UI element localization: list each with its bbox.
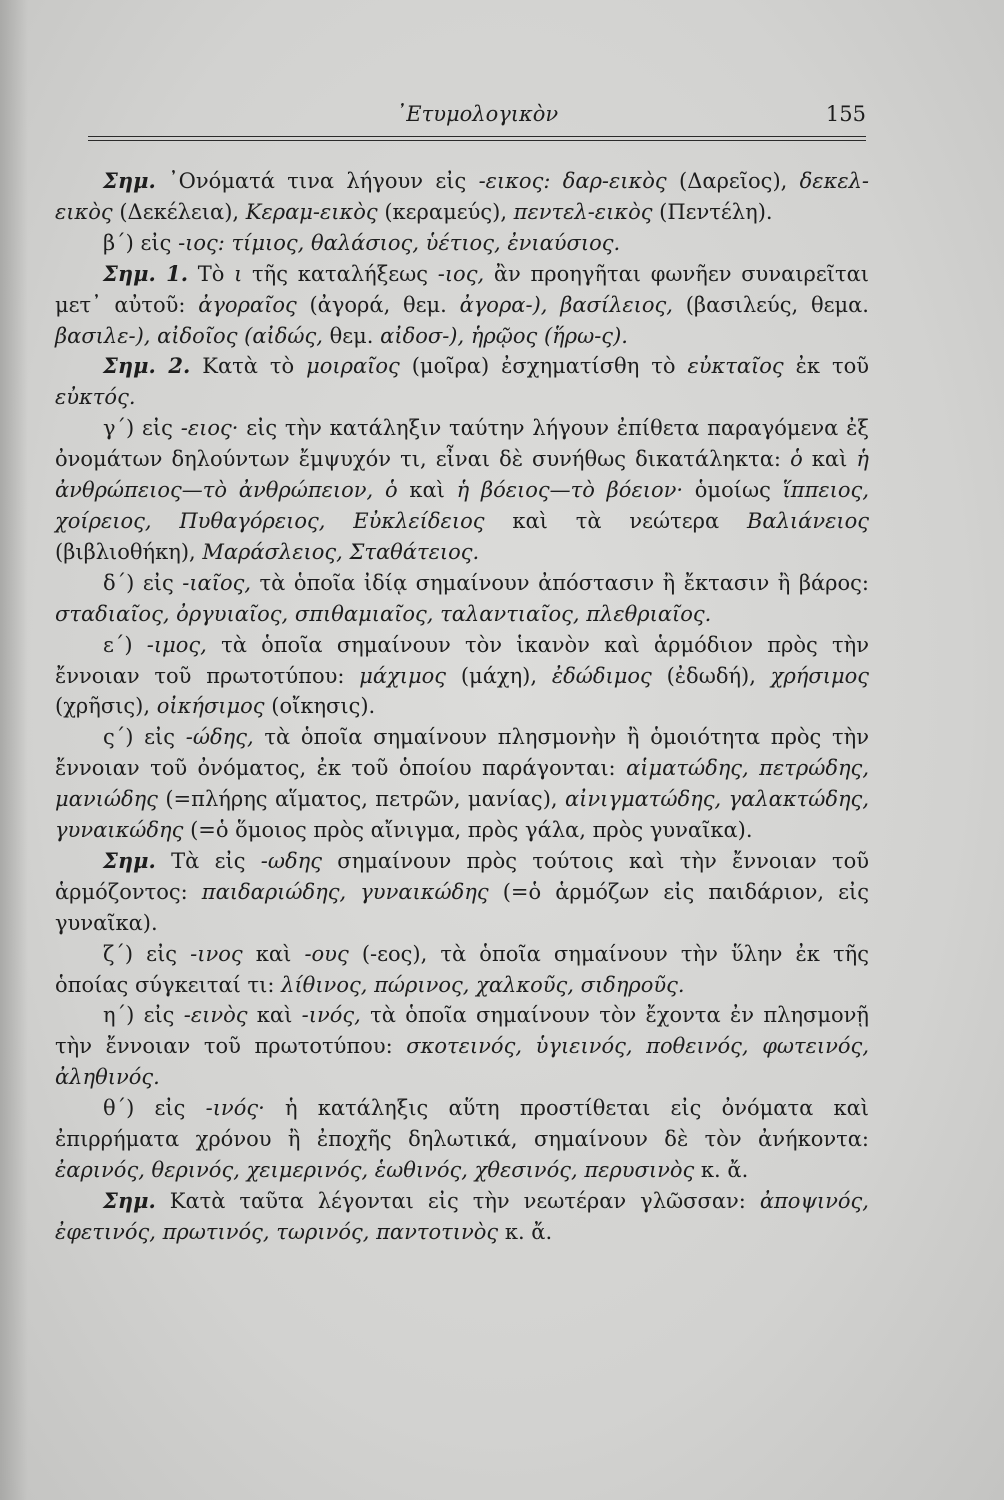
paragraph-note-dareikos — [55, 166, 869, 228]
note-label: Σημ. — [103, 847, 156, 873]
text-run: (μάχη), — [446, 663, 552, 688]
italic-term: αἰνιγματώδης, γαλακτώδης, γυναικώδης — [55, 787, 869, 843]
text-run: (=πλήρης αἵματος, πετρῶν, μανίας), — [157, 787, 565, 812]
paragraph-zeta — [55, 939, 869, 1001]
italic-term: αἰδοσ-), ἡρῷος (ἥρω-ς). — [380, 323, 628, 348]
paragraph-theta — [55, 1093, 869, 1186]
page-number: 155 — [825, 102, 866, 126]
text-run: τὰ ὁποῖα σημαίνουν τὸν ἔχοντα ἐν πλησμονῇ τὴν ἔννοιαν τοῦ πρωτοτύπου: — [55, 1003, 870, 1059]
paragraph-delta — [55, 568, 869, 630]
italic-term: -ώδης, — [185, 725, 254, 750]
italic-term: λίθινος, πώρινος, χαλκοῦς, σιδηροῦς. — [281, 972, 685, 997]
text-run: (κεραμεύς), — [377, 199, 514, 224]
text-run: (βιβλιοθήκη), — [55, 539, 203, 564]
italic-term: -ινός, — [301, 1003, 361, 1028]
paragraph-beta — [55, 228, 869, 259]
text-run: τῆς καταλήξεως — [242, 261, 438, 286]
text-run: τὰ ὁποῖα ἰδίᾳ σημαίνουν ἀπόστασιν ἢ ἔκτασιν ἢ βάρος: — [251, 570, 869, 595]
text-run: κ. ἄ. — [498, 1219, 553, 1244]
italic-term: -ειος· — [180, 416, 239, 441]
text-run: (ἐδωδή), — [651, 663, 771, 688]
italic-term: μοιραῖος — [306, 354, 400, 379]
paragraph-stigma — [55, 722, 869, 846]
italic-term: -ινος — [190, 941, 243, 966]
text-run: κ. ἄ. — [694, 1158, 749, 1182]
text-run: Κατὰ ταῦτα λέγονται εἰς τὴν νεωτέραν γλῶσσαν: — [155, 1188, 760, 1213]
italic-term: ἐδώδιμος — [551, 663, 652, 688]
running-header — [88, 100, 866, 137]
italic-term: σκοτεινός, ὑγιεινός, ποθεινός, φωτεινός, ἀληθινός. — [55, 1034, 869, 1090]
italic-term: αἰδοῖος (αἰδώς, — [157, 323, 323, 348]
italic-term: Βαλιάνειος — [747, 508, 870, 533]
italic-term: Μαράσλειος, Σταθάτειος. — [202, 539, 480, 564]
paragraph-note-1 — [55, 259, 869, 352]
text-run: (ἀγορά, θεμ. — [296, 292, 460, 317]
italic-term: εὐκτός. — [55, 385, 136, 410]
text-run — [547, 293, 560, 317]
text-run: η΄) εἰς — [103, 1003, 184, 1028]
italic-term: σταδιαῖος, ὀργυιαῖος, σπιθαμιαῖος, ταλαντιαῖος, πλεθριαῖος. — [55, 601, 712, 626]
italic-term: -ους — [304, 941, 349, 966]
text-run: ε΄) — [103, 632, 147, 657]
italic-term: -ιμος, — [146, 632, 207, 657]
text-run: καὶ — [397, 478, 457, 503]
italic-term: μάχιμος — [359, 663, 447, 688]
italic-term: -ιαῖος, — [182, 570, 252, 595]
italic-term: -ιος: τίμιος, θαλάσιος, ὑέτιος, ἐνιαύσιος. — [178, 230, 621, 255]
text-run: ὁμοίως — [683, 478, 783, 503]
text-run: ἡ κατάληξις αὕτη προστίθεται εἰς ὀνόματα καὶ ἐπιρρήματα χρόνου ἢ ἐποχῆς δηλωτικά, σημαίνουν δὲ τὸν ἀνήκοντα: — [55, 1096, 870, 1152]
text-run: ἂν προηγῆται φωνῆεν συναιρεῖται μετ᾿ αὐτοῦ: — [55, 261, 869, 317]
text-run: τὰ ὁποῖα σημαίνουν τὸν ἱκανὸν καὶ ἁρμόδιον πρὸς τὴν ἔννοιαν τοῦ πρωτοτύπου: — [55, 632, 869, 688]
text-run: καὶ τὰ νεώτερα — [484, 508, 747, 533]
italic-term: ἀγορα-), — [459, 292, 548, 317]
italic-term: χρήσιμος — [770, 663, 869, 688]
italic-term: ἵππειος, χοίρειος, Πυθαγόρειος, Εὐκλείδειος — [55, 478, 869, 533]
text-run: (-εος), τὰ ὁποῖα σημαίνουν τὴν ὕλην ἐκ τῆς ὁποίας σύγκειταί τι: — [55, 941, 869, 997]
italic-term: ι — [234, 261, 243, 286]
paragraph-note-odes — [55, 846, 869, 939]
text-run: ζ΄) εἰς — [103, 941, 191, 966]
italic-term: -ωδης — [260, 848, 322, 873]
italic-term: ἡ ἀνθρώπειος—τὸ ἀνθρώπειον, ὁ — [55, 447, 869, 503]
note-label: Σημ. — [103, 168, 156, 193]
italic-term: οἰκήσιμος — [156, 694, 265, 719]
text-run: τὰ ὁποῖα σημαίνουν πλησμονὴν ἢ ὁμοιότητα πρὸς τὴν ἔννοιαν τοῦ ὀνόματος, ἐκ τοῦ ὁποίου παράγονται: — [55, 725, 869, 781]
italic-term: Κεραμ-εικὸς — [245, 199, 378, 224]
text-run: ς΄) εἰς — [103, 725, 186, 750]
text-run: (χρῆσις), — [55, 694, 157, 719]
italic-term: -ινός· — [205, 1096, 265, 1121]
text-run: ᾿Ονόματά τινα λήγουν εἰς — [155, 169, 479, 193]
text-run: καὶ — [242, 941, 305, 966]
italic-term: ἀγοραῖος — [198, 292, 297, 317]
text-run: (βασιλεύς, θεμα. — [673, 292, 869, 317]
paragraph-eta — [55, 1000, 869, 1093]
italic-term: ὁ — [790, 447, 803, 472]
italic-term: βασιλε-), — [55, 323, 151, 348]
text-run: θεμ. — [322, 323, 381, 348]
italic-term: παιδαριώδης, γυναικώδης — [201, 879, 489, 904]
text-run: γ΄) εἰς — [103, 416, 181, 441]
text-run: (Πεντέλη). — [652, 199, 773, 224]
text-run: Τὸ — [188, 261, 235, 286]
text-run: (οἴκησις). — [264, 694, 376, 719]
italic-term: ἀποψινός, ἐφετινός, πρωτινός, τωρινός, παντοτινὸς — [55, 1188, 869, 1244]
text-run: Κατὰ τὸ — [190, 354, 307, 379]
body-text — [55, 166, 869, 1248]
text-run: (=ὁ ἁρμόζων εἰς παιδάριον, εἰς γυναῖκα). — [55, 879, 869, 935]
note-label: Σημ. 1. — [103, 260, 189, 286]
text-run: Τὰ εἰς — [155, 848, 261, 873]
paragraph-gamma — [55, 413, 869, 568]
italic-term: ἐαρινός, θερινός, χειμερινός, ἑωθινός, χθεσινός, περυσινὸς — [55, 1158, 695, 1182]
text-run: ἐκ τοῦ — [783, 354, 869, 379]
text-run: δ΄) εἰς — [103, 570, 183, 595]
italic-term: -ιος, — [437, 261, 485, 286]
text-run: β΄) εἰς — [103, 230, 179, 255]
text-run: εἰς τὴν κατάληξιν ταύτην λήγουν ἐπίθετα παραγόμενα ἐξ ὀνομάτων δηλούντων ἔμψυχόν τι, εἶναι δὲ συνήθως δικατάληκτα: — [55, 416, 869, 472]
running-title: ᾿Ετυμολογικὸν — [395, 102, 559, 126]
paragraph-epsilon — [55, 630, 869, 723]
paragraph-note-final — [55, 1186, 869, 1248]
text-run: καὶ — [802, 447, 857, 472]
text-run: θ΄) εἰς — [103, 1096, 206, 1121]
text-run: καὶ — [247, 1003, 302, 1028]
paragraph-note-2 — [55, 351, 869, 413]
note-label: Σημ. 2. — [103, 353, 191, 379]
italic-term: -εικος: δαρ-εικὸς — [478, 169, 667, 193]
italic-term: αἱματώδης, πετρώδης, μανιώδης — [55, 756, 869, 812]
text-run: (Δαρεῖος), — [666, 169, 800, 193]
text-run: (=ὁ ὅμοιος πρὸς αἴνιγμα, πρὸς γάλα, πρὸς γυναῖκα). — [183, 818, 753, 843]
italic-term: εὐκταῖος — [687, 354, 784, 379]
italic-term: ἡ βόειος—τὸ βόειον· — [456, 478, 684, 503]
italic-term: -εινὸς — [183, 1003, 248, 1028]
note-label: Σημ. — [103, 1187, 156, 1213]
italic-term: δεκελ-εικὸς — [55, 169, 870, 224]
text-run: σημαίνουν πρὸς τούτοις καὶ τὴν ἔννοιαν τοῦ ἁρμόζοντος: — [55, 848, 870, 904]
text-run: (μοῖρα) ἐσχηματίσθη τὸ — [399, 354, 688, 379]
italic-term: πεντελ-εικὸς — [513, 199, 653, 224]
text-run: (Δεκέλεια), — [112, 199, 246, 224]
italic-term: βασίλειος, — [560, 292, 673, 317]
